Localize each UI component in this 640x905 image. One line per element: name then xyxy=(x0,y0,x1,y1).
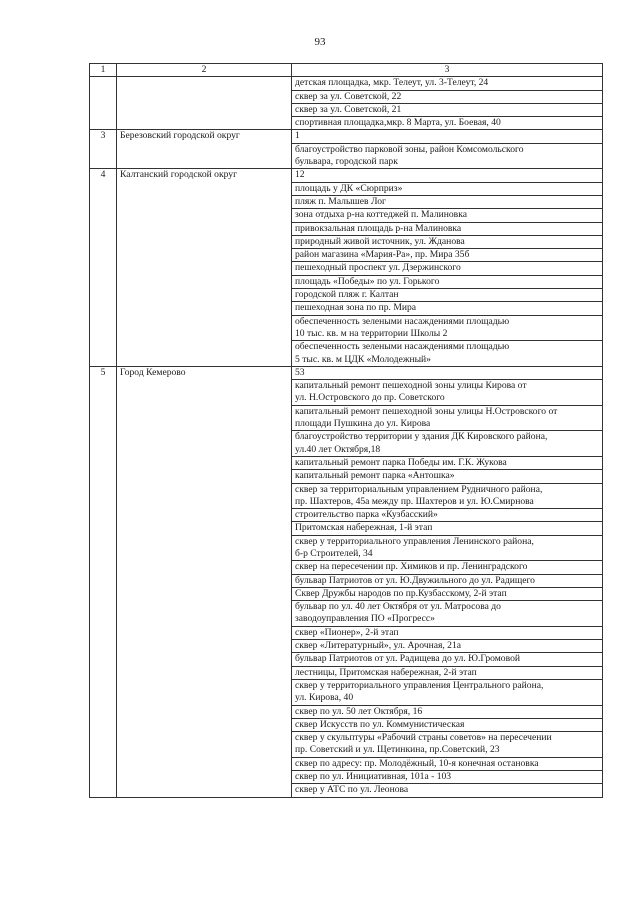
object-item: сквер за территориальным управлением Рудничного района, пр. Шахтеров, 45а между пр. Шахтеров и ул. Ю.Смирнова xyxy=(292,483,603,509)
object-item: пляж п. Малышев Лог xyxy=(292,195,603,208)
object-item: сквер за ул. Советской, 22 xyxy=(292,90,603,103)
object-item: городской пляж г. Калтан xyxy=(292,289,603,302)
object-item: сквер на пересечении пр. Химиков и пр. Ленинградского xyxy=(292,561,603,574)
object-item: 53 xyxy=(292,366,603,379)
table-body xyxy=(90,64,603,798)
page-number: 93 xyxy=(314,36,326,48)
object-item: сквер за ул. Советской, 21 xyxy=(292,103,603,116)
object-item: сквер у территориального управления Ленинского района, б-р Строителей, 34 xyxy=(292,535,603,561)
object-item: капитальный ремонт пешеходной зоны улицы Н.Островского от площади Пушкина до ул. Кирова xyxy=(292,405,603,431)
table-row xyxy=(90,169,603,182)
object-item: пешеходная зона по пр. Мира xyxy=(292,302,603,315)
table-row xyxy=(90,366,603,379)
object-item: привокзальная площадь р-на Малиновка xyxy=(292,222,603,235)
table-row xyxy=(90,130,603,143)
object-item: лестницы, Притомская набережная, 2-й этап xyxy=(292,666,603,679)
object-item: сквер «Литературный», ул. Арочная, 21а xyxy=(292,640,603,653)
object-item: Сквер Дружбы народов по пр.Кузбасскому, 2-й этап xyxy=(292,587,603,600)
object-item: район магазина «Мария-Ра», пр. Мира 35б xyxy=(292,249,603,262)
row-number: 4 xyxy=(90,169,117,366)
object-item: бульвар Патриотов от ул. Радищева до ул. Ю.Громовой xyxy=(292,653,603,666)
document-table xyxy=(89,63,603,798)
header-col-1: 1 xyxy=(90,64,117,77)
object-item: обеспеченность зелеными насаждениями площадью 5 тыс. кв. м ЦДК «Молодежный» xyxy=(292,341,603,367)
object-item: сквер «Пионер», 2-й этап xyxy=(292,626,603,639)
object-item: сквер Искусств по ул. Коммунистическая xyxy=(292,718,603,731)
object-item: обеспеченность зелеными насаждениями площадью 10 тыс. кв. м на территории Школы 2 xyxy=(292,315,603,341)
object-item: сквер у АТС по ул. Леонова xyxy=(292,784,603,797)
object-item: детская площадка, мкр. Телеут, ул. 3-Телеут, 24 xyxy=(292,77,603,90)
object-item: сквер по ул. Инициативная, 101а - 103 xyxy=(292,771,603,784)
municipality-name: Березовский городской округ xyxy=(117,130,292,169)
header-col-3: 3 xyxy=(292,64,603,77)
table-header-row xyxy=(90,64,603,77)
header-col-2: 2 xyxy=(117,64,292,77)
row-number xyxy=(90,77,117,130)
municipality-name: Калтанский городской округ xyxy=(117,169,292,366)
municipality-name: Город Кемерово xyxy=(117,366,292,797)
object-item: капитальный ремонт пешеходной зоны улицы Кирова от ул. Н.Островского до пр. Советского xyxy=(292,380,603,406)
object-item: природный живой источник, ул. Жданова xyxy=(292,235,603,248)
object-item: спортивная площадка,мкр. 8 Марта, ул. Боевая, 40 xyxy=(292,117,603,130)
object-item: сквер у территориального управления Центрального района, ул. Кирова, 40 xyxy=(292,679,603,705)
object-item: благоустройство территории у здания ДК Кировского района, ул.40 лет Октября,18 xyxy=(292,431,603,457)
object-item: капитальный ремонт парка Победы им. Г.К. Жукова xyxy=(292,456,603,469)
object-item: благоустройство парковой зоны, район Комсомольского бульвара, городской парк xyxy=(292,143,603,169)
table-row xyxy=(90,77,603,90)
object-item: пешеходный проспект ул. Дзержинского xyxy=(292,262,603,275)
row-number: 3 xyxy=(90,130,117,169)
row-number: 5 xyxy=(90,366,117,797)
object-item: зона отдыха р-на коттеджей п. Малиновка xyxy=(292,209,603,222)
object-item: площадь «Победы» по ул. Горького xyxy=(292,275,603,288)
object-item: строительство парка «Кузбасский» xyxy=(292,509,603,522)
object-item: площадь у ДК «Сюрприз» xyxy=(292,182,603,195)
object-item: Притомская набережная, 1-й этап xyxy=(292,522,603,535)
object-item: бульвар по ул. 40 лет Октября от ул. Матросова до заводоуправления ПО «Прогресс» xyxy=(292,601,603,627)
object-item: сквер у скульптуры «Рабочий страны советов» на пересечении пр. Советский и ул. Щетинкина, пр.Советский, 23 xyxy=(292,732,603,758)
municipality-name xyxy=(117,77,292,130)
object-item: 1 xyxy=(292,130,603,143)
object-item: сквер по адресу: пр. Молодёжный, 10-я конечная остановка xyxy=(292,757,603,770)
object-item: бульвар Патриотов от ул. Ю.Двужильного до ул. Радищего xyxy=(292,574,603,587)
object-item: 12 xyxy=(292,169,603,182)
object-item: капитальный ремонт парка «Антошка» xyxy=(292,470,603,483)
object-item: сквер по ул. 50 лет Октября, 16 xyxy=(292,705,603,718)
